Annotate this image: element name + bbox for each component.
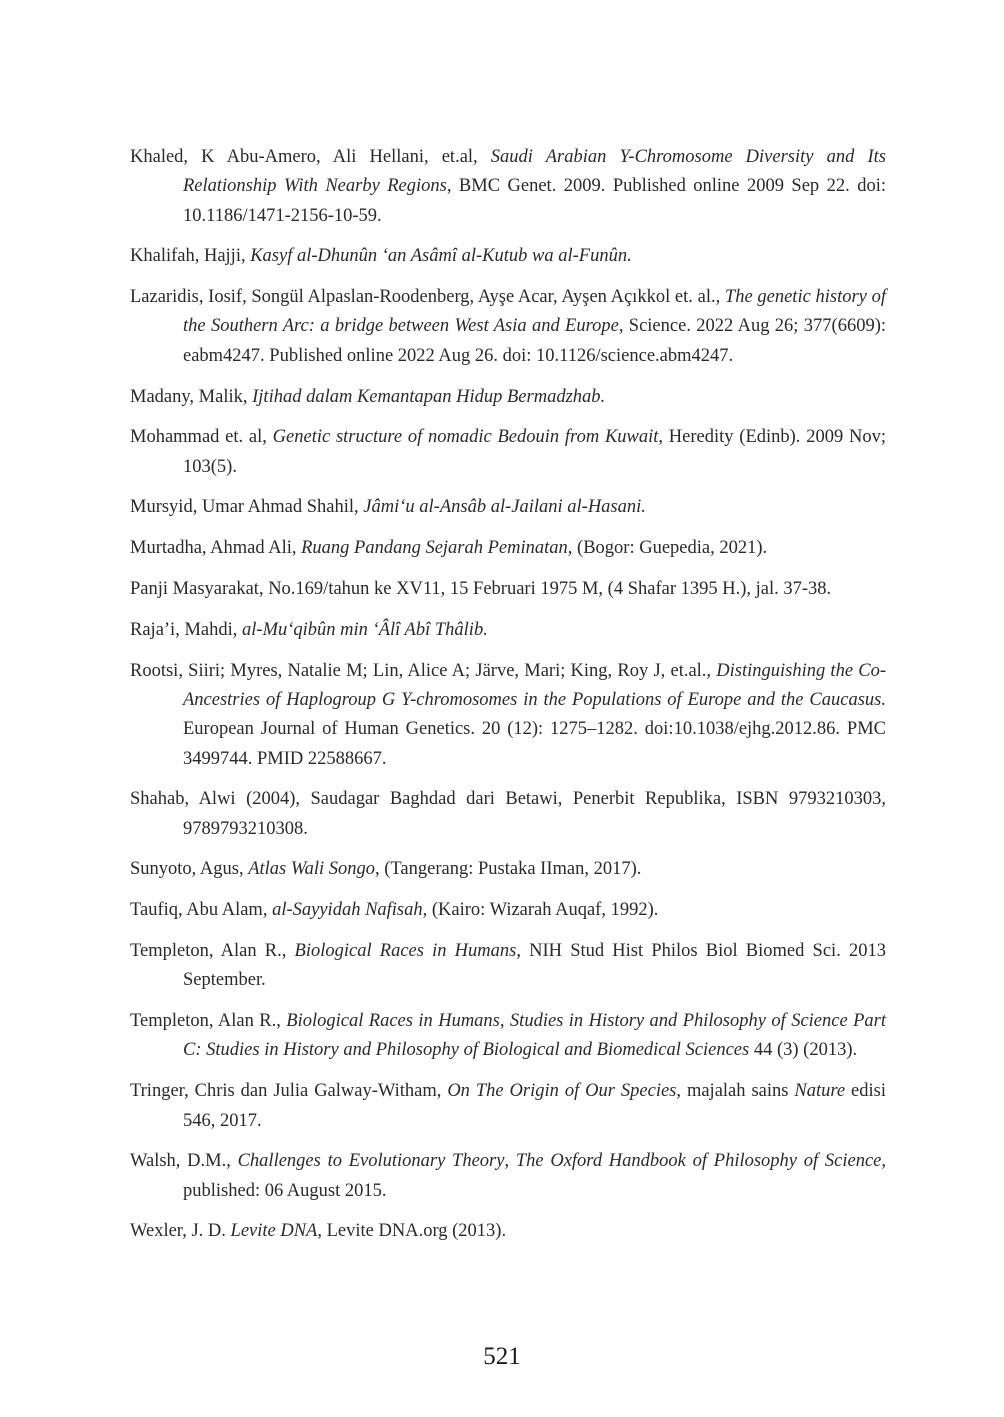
bibliography-entry bbox=[130, 855, 886, 884]
entry-text: , bbox=[504, 1151, 516, 1172]
entry-text: Mursyid, Umar Ahmad Shahil, bbox=[130, 497, 364, 518]
entry-text: Wexler, J. D. bbox=[130, 1221, 231, 1242]
bibliography-entry bbox=[130, 657, 886, 774]
entry-title-text: Saudi Arabian Y-Chromosome Diversity and Its Relationship With Nearby Regions bbox=[183, 147, 886, 197]
entry-text: , Levite DNA.org (2013). bbox=[317, 1221, 507, 1242]
entry-text: Madany, Malik, bbox=[130, 386, 253, 407]
entry-title-text: Biological Races in Humans bbox=[294, 941, 517, 962]
entry-title-text: Jâmi‘u al-Ansâb al-Jailani al-Hasani. bbox=[363, 497, 646, 518]
bibliography-entry bbox=[130, 493, 886, 522]
entry-text: Templeton, Alan R., bbox=[130, 1011, 287, 1032]
entry-text: , (Kairo: Wizarah Auqaf, 1992). bbox=[422, 900, 659, 921]
entry-text: Lazaridis, Iosif, Songül Alpaslan-Roodenberg, Ayşe Acar, Ayşen Açıkkol et. al., bbox=[130, 287, 725, 308]
entry-text: European Journal of Human Genetics. 20 (12): 1275–1282. doi:10.1038/ejhg.2012.86. PMC 3499744. PMID 22588667. bbox=[183, 719, 886, 769]
bibliography-entry bbox=[130, 143, 886, 231]
entry-text: , published: 06 August 2015. bbox=[183, 1151, 886, 1201]
bibliography-entry bbox=[130, 242, 886, 271]
bibliography-entry bbox=[130, 785, 886, 844]
entry-text: Sunyoto, Agus, bbox=[130, 859, 249, 880]
entry-text: Khalifah, Hajji, bbox=[130, 246, 251, 267]
entry-title-text: Kasyf al-Dhunûn ‘an Asâmî al-Kutub wa al-Funûn. bbox=[250, 246, 632, 267]
entry-text: , (Bogor: Guepedia, 2021). bbox=[567, 538, 768, 559]
bibliography-list bbox=[130, 143, 886, 1258]
entry-text: Templeton, Alan R., bbox=[130, 941, 295, 962]
entry-text: 44 (3) (2013). bbox=[749, 1040, 858, 1061]
entry-title-text: Distinguishing the Co-Ancestries of Haplogroup G Y-chromosomes in the Populations of Europe and the Caucasus. bbox=[183, 660, 886, 710]
entry-text: Tringer, Chris dan Julia Galway-Witham, bbox=[130, 1081, 448, 1102]
entry-title-text: The Oxford Handbook of Philosophy of Science bbox=[515, 1151, 882, 1172]
entry-title-text: Nature bbox=[794, 1081, 846, 1102]
entry-text: Raja’i, Mahdi, bbox=[130, 619, 243, 640]
bibliography-entry bbox=[130, 616, 886, 645]
bibliography-entry bbox=[130, 1217, 886, 1246]
entry-title-text: On The Origin of Our Species bbox=[447, 1081, 677, 1102]
bibliography-entry bbox=[130, 283, 886, 371]
entry-title-text: Ijtihad dalam Kemantapan Hidup Bermadzhab. bbox=[252, 386, 606, 407]
entry-text: Murtadha, Ahmad Ali, bbox=[130, 538, 302, 559]
entry-text: Khaled, K Abu-Amero, Ali Hellani, et.al, bbox=[130, 147, 491, 167]
entry-text: , Heredity (Edinb). 2009 Nov; 103(5). bbox=[183, 427, 886, 477]
entry-text: Walsh, D.M., bbox=[130, 1151, 238, 1172]
bibliography-entry bbox=[130, 896, 886, 925]
bibliography-entry bbox=[130, 937, 886, 996]
entry-text: Taufiq, Abu Alam, bbox=[130, 900, 273, 921]
page-number: 521 bbox=[483, 1343, 521, 1370]
bibliography-entry bbox=[130, 383, 886, 412]
entry-title-text: Biological Races in Humans, Studies in History and Philosophy of Science Part C: Studies in History and Philosophy of Biological and Biomedical Sciences bbox=[183, 1011, 887, 1061]
bibliography-entry bbox=[130, 1077, 886, 1136]
entry-text: , (Tangerang: Pustaka IIman, 2017). bbox=[375, 859, 642, 880]
entry-text: , NIH Stud Hist Philos Biol Biomed Sci. 2013 September. bbox=[183, 941, 886, 991]
entry-title-text: al-Sayyidah Nafisah bbox=[272, 900, 423, 921]
bibliography-entry bbox=[130, 423, 886, 482]
entry-title-text: Levite DNA bbox=[230, 1221, 318, 1242]
entry-title-text: Challenges to Evolutionary Theory bbox=[237, 1151, 505, 1172]
entry-title-text: Ruang Pandang Sejarah Peminatan bbox=[301, 538, 568, 559]
entry-title-text: Genetic structure of nomadic Bedouin from Kuwait bbox=[272, 427, 659, 448]
entry-title-text: al-Mu‘qibûn min ‘Âlî Abî Thâlib. bbox=[242, 619, 488, 640]
entry-text: , Science. 2022 Aug 26; 377(6609): eabm4247. Published online 2022 Aug 26. doi: 10.1126/science.abm4247. bbox=[183, 316, 886, 366]
entry-text: , BMC Genet. 2009. Published online 2009 Sep 22. doi: 10.1186/1471-2156-10-59. bbox=[183, 176, 886, 226]
entry-text: Panji Masyarakat, No.169/tahun ke XV11, 15 Februari 1975 M, (4 Shafar 1395 H.), jal. 37-38. bbox=[130, 579, 832, 600]
entry-text: , majalah sains bbox=[676, 1081, 795, 1102]
bibliography-entry bbox=[130, 575, 886, 604]
entry-text: Shahab, Alwi (2004), Saudagar Baghdad dari Betawi, Penerbit Republika, ISBN 9793210303, 9789793210308. bbox=[130, 789, 886, 839]
entry-title-text: The genetic history of the Southern Arc: a bridge between West Asia and Europe bbox=[183, 287, 886, 337]
bibliography-entry bbox=[130, 1007, 886, 1066]
bibliography-entry bbox=[130, 534, 886, 563]
entry-text: Rootsi, Siiri; Myres, Natalie M; Lin, Alice A; Järve, Mari; King, Roy J, et.al., bbox=[130, 660, 717, 681]
bibliography-entry bbox=[130, 1147, 886, 1206]
entry-text: edisi 546, 2017. bbox=[183, 1081, 886, 1131]
entry-text: Mohammad et. al, bbox=[130, 427, 273, 448]
entry-title-text: Atlas Wali Songo bbox=[248, 859, 375, 880]
